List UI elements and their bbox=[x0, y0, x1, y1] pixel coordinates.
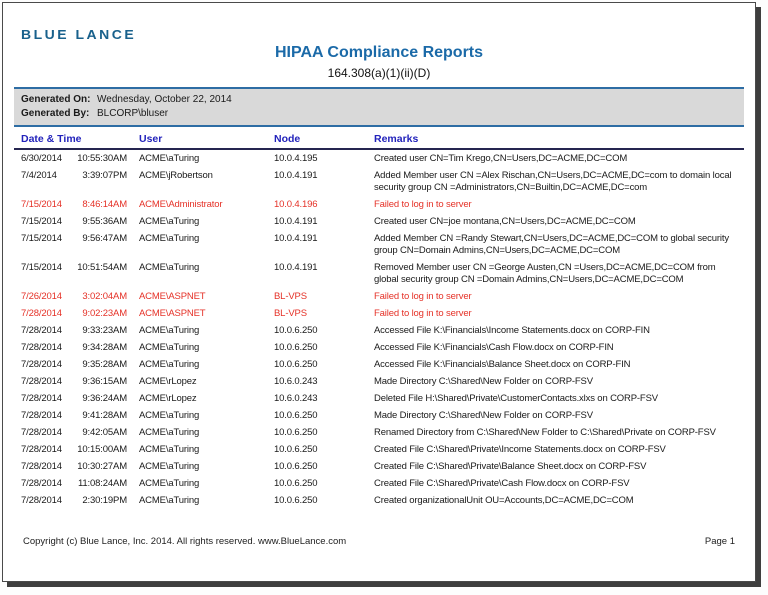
event-date: 7/28/2014 bbox=[21, 477, 62, 489]
cell-node: BL-VPS bbox=[274, 307, 307, 319]
cell-remarks: Deleted File H:\Shared\Private\CustomerContacts.xlxs on CORP-FSV bbox=[374, 392, 658, 404]
cell-date-time bbox=[21, 325, 139, 337]
cell-node: 10.6.0.243 bbox=[274, 392, 318, 404]
event-time: 11:08:24AM bbox=[77, 477, 127, 489]
cell-date-time bbox=[21, 495, 139, 507]
cell-user: ACME\ASPNET bbox=[139, 290, 206, 302]
table-row bbox=[14, 373, 744, 390]
column-header-user: User bbox=[139, 133, 163, 145]
cell-node: 10.0.6.250 bbox=[274, 341, 318, 353]
blue-lance-logo: BLUE LANCE bbox=[21, 27, 137, 42]
cell-date-time bbox=[21, 153, 139, 165]
event-time: 9:34:28AM bbox=[82, 341, 127, 353]
cell-node: 10.0.6.250 bbox=[274, 460, 318, 472]
cell-remarks: Accessed File K:\Financials\Cash Flow.docx on CORP-FIN bbox=[374, 341, 614, 353]
table-row bbox=[14, 259, 744, 288]
cell-date-time bbox=[21, 410, 139, 422]
event-date: 6/30/2014 bbox=[21, 152, 62, 164]
table-row bbox=[14, 356, 744, 373]
cell-date-time bbox=[21, 393, 139, 405]
event-time: 8:46:14AM bbox=[82, 198, 127, 210]
cell-node: 10.0.6.250 bbox=[274, 409, 318, 421]
cell-date-time bbox=[21, 461, 139, 473]
event-time: 9:35:28AM bbox=[82, 358, 127, 370]
table-row bbox=[14, 150, 744, 167]
cell-node: 10.0.6.250 bbox=[274, 358, 318, 370]
cell-date-time bbox=[21, 170, 139, 194]
cell-user: ACME\Administrator bbox=[139, 198, 223, 210]
cell-node: 10.0.6.250 bbox=[274, 324, 318, 336]
cell-date-time bbox=[21, 291, 139, 303]
column-header-node: Node bbox=[274, 133, 301, 145]
event-date: 7/28/2014 bbox=[21, 324, 62, 336]
cell-user: ACME\aTuring bbox=[139, 324, 200, 336]
event-time: 9:36:24AM bbox=[82, 392, 127, 404]
event-time: 2:30:19PM bbox=[82, 494, 127, 506]
event-time: 9:56:47AM bbox=[82, 232, 127, 244]
cell-node: 10.0.6.250 bbox=[274, 443, 318, 455]
event-date: 7/28/2014 bbox=[21, 392, 62, 404]
cell-user: ACME\aTuring bbox=[139, 460, 200, 472]
event-time: 9:36:15AM bbox=[82, 375, 127, 387]
cell-date-time bbox=[21, 216, 139, 228]
table-row bbox=[14, 230, 744, 259]
event-date: 7/15/2014 bbox=[21, 261, 62, 273]
cell-node: 10.0.4.195 bbox=[274, 152, 318, 164]
event-time: 10:30:27AM bbox=[77, 460, 127, 472]
event-date: 7/4/2014 bbox=[21, 169, 57, 181]
table-row bbox=[14, 424, 744, 441]
cell-remarks: Made Directory C:\Shared\New Folder on CORP-FSV bbox=[374, 409, 593, 421]
cell-remarks: Created organizationalUnit OU=Accounts,DC=ACME,DC=COM bbox=[374, 494, 634, 506]
table-row bbox=[14, 475, 744, 492]
generated-by-value: BLCORP\bluser bbox=[97, 108, 169, 119]
cell-user: ACME\aTuring bbox=[139, 215, 200, 227]
event-date: 7/28/2014 bbox=[21, 307, 62, 319]
event-time: 3:39:07PM bbox=[82, 169, 127, 181]
audit-table bbox=[14, 130, 744, 509]
cell-remarks: Accessed File K:\Financials\Balance Sheet.docx on CORP-FIN bbox=[374, 358, 631, 370]
event-date: 7/28/2014 bbox=[21, 460, 62, 472]
table-row bbox=[14, 390, 744, 407]
cell-date-time bbox=[21, 376, 139, 388]
event-time: 10:51:54AM bbox=[77, 261, 127, 273]
event-time: 3:02:04AM bbox=[82, 290, 127, 302]
generated-on-value: Wednesday, October 22, 2014 bbox=[97, 94, 232, 105]
table-row bbox=[14, 492, 744, 509]
cell-remarks: Failed to log in to server bbox=[374, 307, 472, 319]
cell-user: ACME\aTuring bbox=[139, 341, 200, 353]
event-time: 9:55:36AM bbox=[82, 215, 127, 227]
generated-on-row bbox=[21, 93, 744, 107]
cell-remarks: Failed to log in to server bbox=[374, 198, 472, 210]
cell-user: ACME\aTuring bbox=[139, 152, 200, 164]
cell-remarks: Made Directory C:\Shared\New Folder on CORP-FSV bbox=[374, 375, 593, 387]
cell-date-time bbox=[21, 199, 139, 211]
copyright-text: Copyright (c) Blue Lance, Inc. 2014. All rights reserved. www.BlueLance.com bbox=[23, 536, 347, 547]
cell-node: 10.0.6.250 bbox=[274, 494, 318, 506]
generated-info-box bbox=[14, 87, 744, 127]
cell-date-time bbox=[21, 342, 139, 354]
cell-remarks: Renamed Directory from C:\Shared\New Folder to C:\Shared\Private on CORP-FSV bbox=[374, 426, 716, 438]
cell-remarks: Created File C:\Shared\Private\Cash Flow.docx on CORP-FSV bbox=[374, 477, 630, 489]
report-title: HIPAA Compliance Reports bbox=[274, 44, 484, 61]
event-date: 7/15/2014 bbox=[21, 215, 62, 227]
event-date: 7/28/2014 bbox=[21, 358, 62, 370]
cell-remarks: Added Member user CN =Alex Rischan,CN=Users,DC=ACME,DC=com to domain local security group CN =Administrators,CN=Builtin,DC=ACME,DC=com bbox=[374, 169, 732, 193]
cell-date-time bbox=[21, 308, 139, 320]
cell-node: 10.0.6.250 bbox=[274, 426, 318, 438]
generated-on-label: Generated On: bbox=[21, 94, 91, 105]
cell-node: 10.0.4.191 bbox=[274, 169, 318, 181]
table-row bbox=[14, 305, 744, 322]
table-row bbox=[14, 441, 744, 458]
table-row bbox=[14, 339, 744, 356]
cell-user: ACME\aTuring bbox=[139, 443, 200, 455]
cell-node: 10.0.6.250 bbox=[274, 477, 318, 489]
cell-remarks: Removed Member user CN =George Austen,CN =Users,DC=ACME,DC=COM from global security group CN =Domain Admins,CN=Users,DC=ACME,DC=COM bbox=[374, 261, 716, 285]
event-date: 7/28/2014 bbox=[21, 426, 62, 438]
column-header-remarks: Remarks bbox=[374, 133, 419, 145]
event-time: 9:02:23AM bbox=[82, 307, 127, 319]
cell-user: ACME\aTuring bbox=[139, 409, 200, 421]
cell-remarks: Created File C:\Shared\Private\Balance Sheet.docx on CORP-FSV bbox=[374, 460, 647, 472]
cell-user: ACME\aTuring bbox=[139, 232, 200, 244]
cell-user: ACME\jRobertson bbox=[139, 169, 213, 181]
cell-remarks: Failed to log in to server bbox=[374, 290, 472, 302]
generated-by-row bbox=[21, 107, 744, 121]
cell-user: ACME\ASPNET bbox=[139, 307, 206, 319]
event-date: 7/28/2014 bbox=[21, 409, 62, 421]
report-page bbox=[2, 2, 756, 582]
cell-node: 10.6.0.243 bbox=[274, 375, 318, 387]
cell-node: 10.0.4.191 bbox=[274, 215, 318, 227]
page-footer bbox=[23, 536, 735, 547]
cell-user: ACME\aTuring bbox=[139, 358, 200, 370]
generated-by-label: Generated By: bbox=[21, 108, 90, 119]
report-section-code: 164.308(a)(1)(ii)(D) bbox=[327, 66, 431, 80]
table-row bbox=[14, 213, 744, 230]
cell-remarks: Created user CN=joe montana,CN=Users,DC=ACME,DC=COM bbox=[374, 215, 636, 227]
table-row bbox=[14, 322, 744, 339]
cell-user: ACME\aTuring bbox=[139, 261, 200, 273]
table-header-row bbox=[14, 130, 744, 150]
cell-date-time bbox=[21, 444, 139, 456]
event-date: 7/15/2014 bbox=[21, 198, 62, 210]
cell-node: 10.0.4.196 bbox=[274, 198, 318, 210]
cell-remarks: Created user CN=Tim Krego,CN=Users,DC=ACME,DC=COM bbox=[374, 152, 628, 164]
cell-user: ACME\aTuring bbox=[139, 494, 200, 506]
cell-date-time bbox=[21, 359, 139, 371]
cell-user: ACME\aTuring bbox=[139, 426, 200, 438]
cell-date-time bbox=[21, 262, 139, 286]
event-time: 10:15:00AM bbox=[77, 443, 127, 455]
page-number: Page 1 bbox=[704, 536, 735, 547]
cell-remarks: Added Member CN =Randy Stewart,CN=Users,DC=ACME,DC=COM to global security group CN=Domain Admins,CN=Users,DC=ACME,DC=COM bbox=[374, 232, 729, 256]
column-header-date-time: Date & Time bbox=[21, 133, 82, 145]
table-row bbox=[14, 167, 744, 196]
cell-user: ACME\rLopez bbox=[139, 375, 197, 387]
table-body bbox=[14, 150, 744, 509]
event-date: 7/28/2014 bbox=[21, 375, 62, 387]
table-row bbox=[14, 407, 744, 424]
cell-node: 10.0.4.191 bbox=[274, 232, 318, 244]
event-date: 7/28/2014 bbox=[21, 341, 62, 353]
event-date: 7/26/2014 bbox=[21, 290, 62, 302]
table-row bbox=[14, 288, 744, 305]
cell-user: ACME\rLopez bbox=[139, 392, 197, 404]
cell-remarks: Created File C:\Shared\Private\Income Statements.docx on CORP-FSV bbox=[374, 443, 666, 455]
cell-user: ACME\aTuring bbox=[139, 477, 200, 489]
event-date: 7/28/2014 bbox=[21, 494, 62, 506]
table-row bbox=[14, 196, 744, 213]
cell-remarks: Accessed File K:\Financials\Income Statements.docx on CORP-FIN bbox=[374, 324, 650, 336]
event-time: 9:33:23AM bbox=[82, 324, 127, 336]
event-time: 9:42:05AM bbox=[82, 426, 127, 438]
cell-date-time bbox=[21, 427, 139, 439]
cell-node: BL-VPS bbox=[274, 290, 307, 302]
event-time: 9:41:28AM bbox=[82, 409, 127, 421]
table-row bbox=[14, 458, 744, 475]
cell-date-time bbox=[21, 478, 139, 490]
cell-node: 10.0.4.191 bbox=[274, 261, 318, 273]
cell-date-time bbox=[21, 233, 139, 257]
event-date: 7/15/2014 bbox=[21, 232, 62, 244]
event-time: 10:55:30AM bbox=[77, 152, 127, 164]
event-date: 7/28/2014 bbox=[21, 443, 62, 455]
